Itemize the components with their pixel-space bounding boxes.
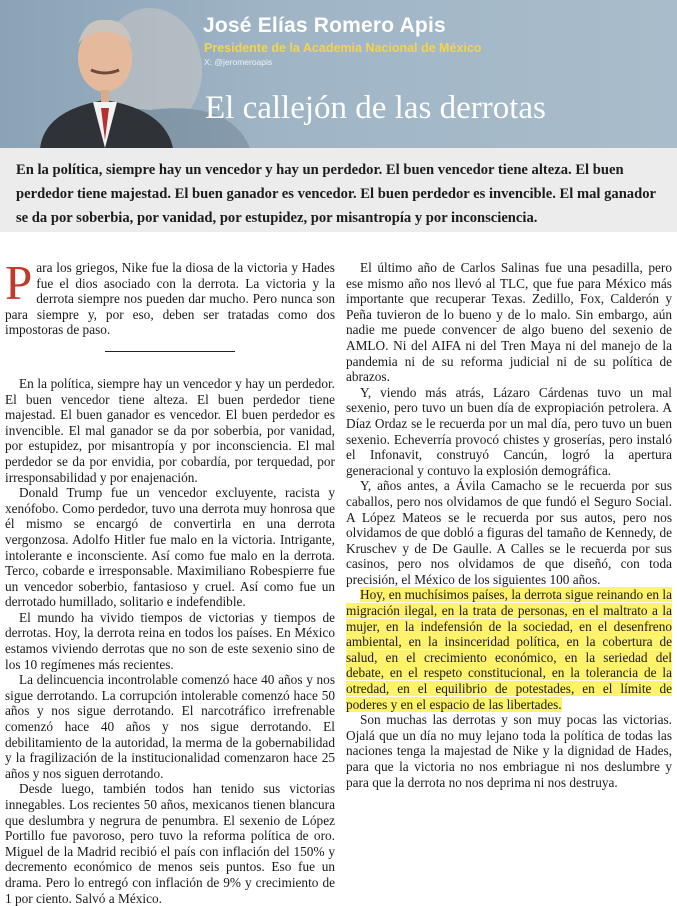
paragraph-intro-text: ara los griegos, Nike fue la diosa de la victoria y Hades fue el dios asociado con la derrota. La victoria y la derrota siempre nos pueden dar mucho. Pero nunca son para siempre y, por eso, deben ser tratadas como dos impostoras de paso. <box>5 260 335 338</box>
lead-box <box>0 148 677 232</box>
paragraph: Son muchas las derrotas y son muy pocas las victorias. Ojalá que un día no muy lejano toda la política de todas las naciones tenga la majestad de Nike y la dignidad de Hades, para que la victoria no nos embriague ni nos deslumbre y para que la derrota no nos deprima ni nos destruya. <box>346 712 672 790</box>
column-left <box>5 255 335 906</box>
author-role: Presidente de la Academia Nacional de México <box>204 41 482 55</box>
author-name: José Elías Romero Apis <box>203 14 446 37</box>
drop-cap: P <box>5 255 33 310</box>
paragraph: El mundo ha vivido tiempos de victorias y tiempos de derrotas. Hoy, la derrota reina en todos los países. En México estamos viviendo derrotas que no son de este sexenio sino de los 10 regímenes más recientes. <box>5 609 335 672</box>
article-header <box>0 0 677 148</box>
highlighted-text: Hoy, en muchísimos países, la derrota sigue reinando en la migración ilegal, en la trata de personas, en el maltrato a la mujer, en la indefensión de la sociedad, en el desenfreno ambiental, en la insinceridad política, en la cobertura de salud, en el crecimiento económico, en la seriedad del debate, en el respeto constitucional, en la tolerancia de la otredad, en el equilibrio de potestades, en el límite de poderes y en el espacio de las libertades. <box>346 587 672 712</box>
paragraph: Y, viendo más atrás, Lázaro Cárdenas tuvo un mal sexenio, pero tuvo un buen día de expropiación petrolera. A Díaz Ordaz se le recuerda por un mal día, pero tuvo un buen sexenio. Echeverría provocó chistes y groserías, pero instaló el Infonavit, construyó Cancún, logró la apertura generacional y contuvo la explosión demográfica. <box>346 384 672 478</box>
paragraph: La delincuencia incontrolable comenzó hace 40 años y nos sigue derrotando. La corrupción intolerable comenzó hace 50 años y nos sigue derrotando. El narcotráfico irrefrenable comenzó hace 40 años y nos sigue derrotando. El debilitamiento de la autoridad, la merma de la gobernabilidad y la fragilización de la institucionalidad comenzaron hace 25 años y nos siguen derrotando. <box>5 672 335 781</box>
paragraph: Desde luego, también todos han tenido sus victorias innegables. Los recientes 50 años, mexicanos tienen blancura que deslumbra y negrura de penumbra. El sexenio de López Portillo fue pavoroso, pero tuvo la reforma política de oro. Miguel de la Madrid recibió el país con inflación del 150% y decremento económico de menos seis puntos. Eso fue un drama. Pero lo entregó con inflación de 9% y crecimiento de 1 por ciento. Salvó a México. <box>5 781 335 906</box>
paragraph: El último año de Carlos Salinas fue una pesadilla, pero ese mismo año nos llevó al TLC, que fue para México más importante que recuperar Texas. Zedillo, Fox, Calderón y Peña tuvieron de lo bueno y de lo malo. Sin embargo, aún nadie me puede convencer de algo bueno del sexenio de AMLO. Ni del AIFA ni del Tren Maya ni del manejo de la pandemia ni de su reforma judicial ni de su política de abrazos. <box>346 260 672 385</box>
author-photo <box>35 0 175 148</box>
section-divider <box>105 351 235 352</box>
paragraph: En la política, siempre hay un vencedor y hay un perdedor. El buen vencedor tiene alteza. El buen perdedor tiene majestad. El buen ganador es vencedor. El buen perdedor es invencible. El mal ganador se da por soberbia, por vanidad, por estupidez, por misantropía y por inconsciencia. El mal perdedor se da por envidia, por cobardía, por terquedad, por irresponsabilidad y por enajenación. <box>5 375 335 485</box>
highlighted-paragraph <box>346 587 672 712</box>
column-right <box>346 260 672 790</box>
paragraph-intro <box>5 255 335 338</box>
paragraph: Donald Trump fue un vencedor excluyente, racista y xenófobo. Como perdedor, tuvo una derrota muy honrosa que él mismo se encargó de convertirla en una derrota vergonzosa. Adolfo Hitler fue malo en la victoria. Intrigante, intolerante e inconsciente. Así como fue malo en la derrota. Terco, cobarde e irresponsable. Maximiliano Robespierre fue un vencedor soberbio, fantasioso y cruel. Así como fue un derrotado humillado, solitario e indefendible. <box>5 485 335 610</box>
lead-text: En la política, siempre hay un vencedor y hay un perdedor. El buen vencedor tiene alteza. El buen perdedor tiene majestad. El buen ganador es vencedor. El buen perdedor es invencible. El mal ganador se da por soberbia, por vanidad, por estupidez, por misantropía y por inconsciencia. <box>16 162 656 226</box>
author-handle: X: @jeromeroapis <box>204 57 273 67</box>
paragraph: Y, años antes, a Ávila Camacho se le recuerda por sus caballos, pero nos olvidamos de que fundó el Seguro Social. A López Mateos se le recuerda por sus autos, pero nos olvidamos de que dobló a figuras del tamaño de Kennedy, de Kruschev y de De Gaulle. A Calles se le recuerda por sus casinos, pero nos olvidamos de que diseñó, con toda precisión, el México de los siguientes 100 años. <box>346 478 672 587</box>
headline: El callejón de las derrotas <box>205 90 546 126</box>
